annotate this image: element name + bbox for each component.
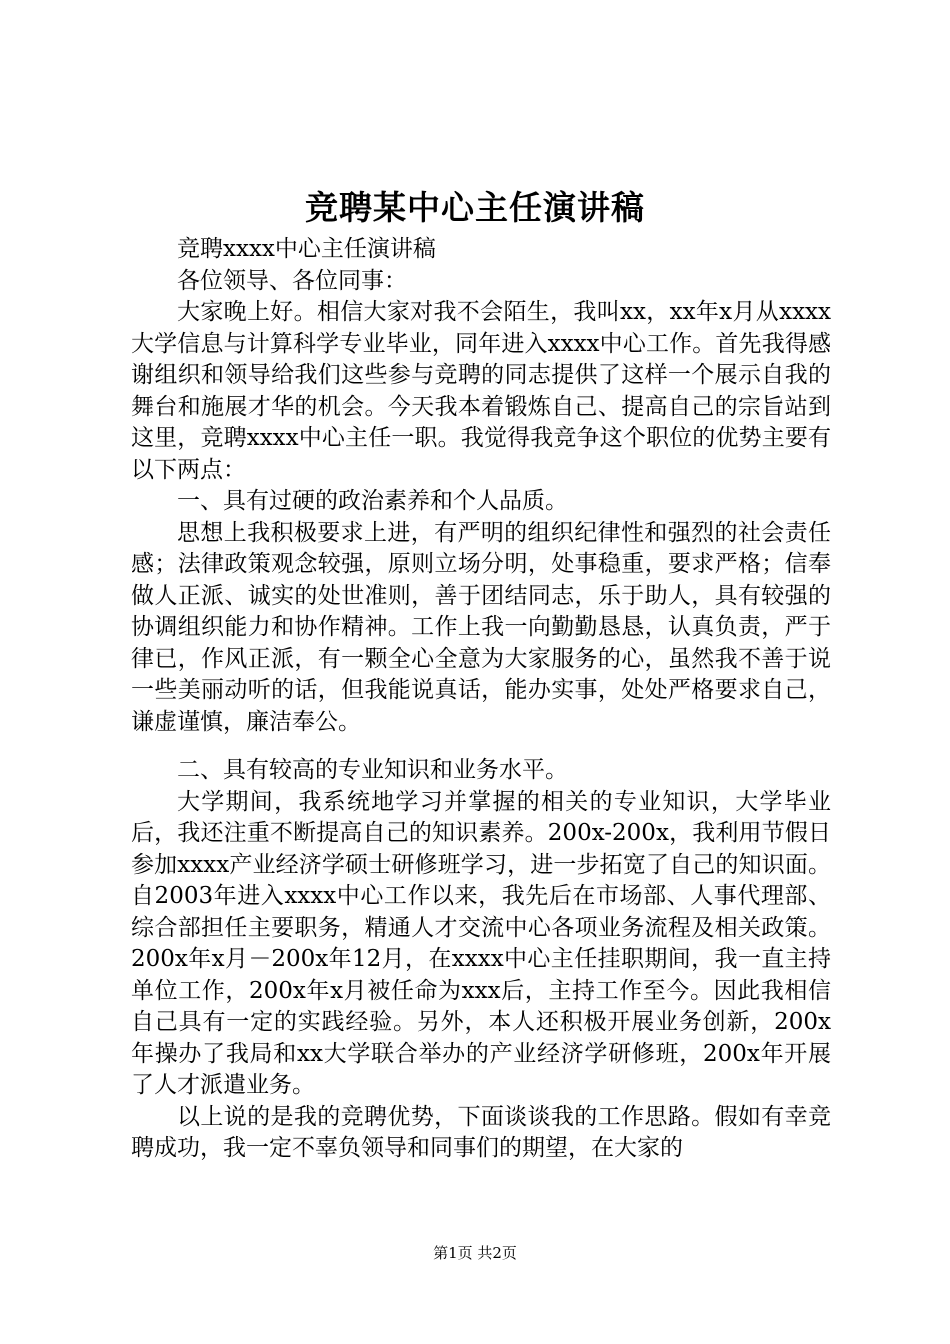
paragraph-salutation: 各位领导、各位同事： <box>177 267 407 294</box>
paragraph-section-2: 大学期间，我系统地学习并掌握的相关的专业知识，大学毕业后，我还注重不断提高自己的知识素养。200x-200x，我利用节假日参加xxxx产业经济学硕士研修班学习，进一步拓宽了自己的知识面。自2003年进入xxxx中心工作以来，我先后在市场部、人事代理部、综合部担任主要职务，精通人才交流中心各项业务流程及相关政策。200x年x月－200x年12月，在xxxx中心主任挂职期间，我一直主持单位工作，200x年x月被任命为xxx后，主持工作至今。因此我相信自己具有一定的实践经验。另外，本人还积极开展业务创新，200x年操办了我局和xx大学联合举办的产业经济学研修班，200x年开展了人才派遣业务。 <box>131 788 832 1098</box>
page-footer: 第1页 共2页 <box>433 1244 517 1262</box>
paragraph-intro: 大家晚上好。相信大家对我不会陌生，我叫xx，xx年x月从xxxx大学信息与计算科学专业毕业，同年进入xxxx中心工作。首先我得感谢组织和领导给我们这些参与竞聘的同志提供了这样一个展示自我的舞台和施展才华的机会。今天我本着锻炼自己、提高自己的宗旨站到这里，竞聘xxxx中心主任一职。我觉得我竞争这个职位的优势主要有以下两点： <box>131 299 831 483</box>
document-title: 竞聘某中心主任演讲稿 <box>305 188 645 227</box>
paragraph-transition: 以上说的是我的竞聘优势，下面谈谈我的工作思路。假如有幸竞聘成功，我一定不辜负领导和同事们的期望，在大家的 <box>131 1103 831 1161</box>
paragraph-subtitle: 竞聘xxxx中心主任演讲稿 <box>177 236 436 262</box>
section-heading-2: 二、具有较高的专业知识和业务水平。 <box>177 757 568 783</box>
document-body <box>131 234 831 1165</box>
paragraph-section-1: 思想上我积极要求上进，有严明的组织纪律性和强烈的社会责任感；法律政策观念较强，原则立场分明，处事稳重，要求严格；信奉做人正派、诚实的处世准则，善于团结同志，乐于助人，具有较强的协调组织能力和协作精神。工作上我一向勤勤恳恳，认真负责，严于律已，作风正派，有一颗全心全意为大家服务的心，虽然我不善于说一些美丽动听的话，但我能说真话，能办实事，处处严格要求自己，谦虚谨慎，廉洁奉公。 <box>131 519 831 735</box>
section-heading-1: 一、具有过硬的政治素养和个人品质。 <box>177 488 568 514</box>
